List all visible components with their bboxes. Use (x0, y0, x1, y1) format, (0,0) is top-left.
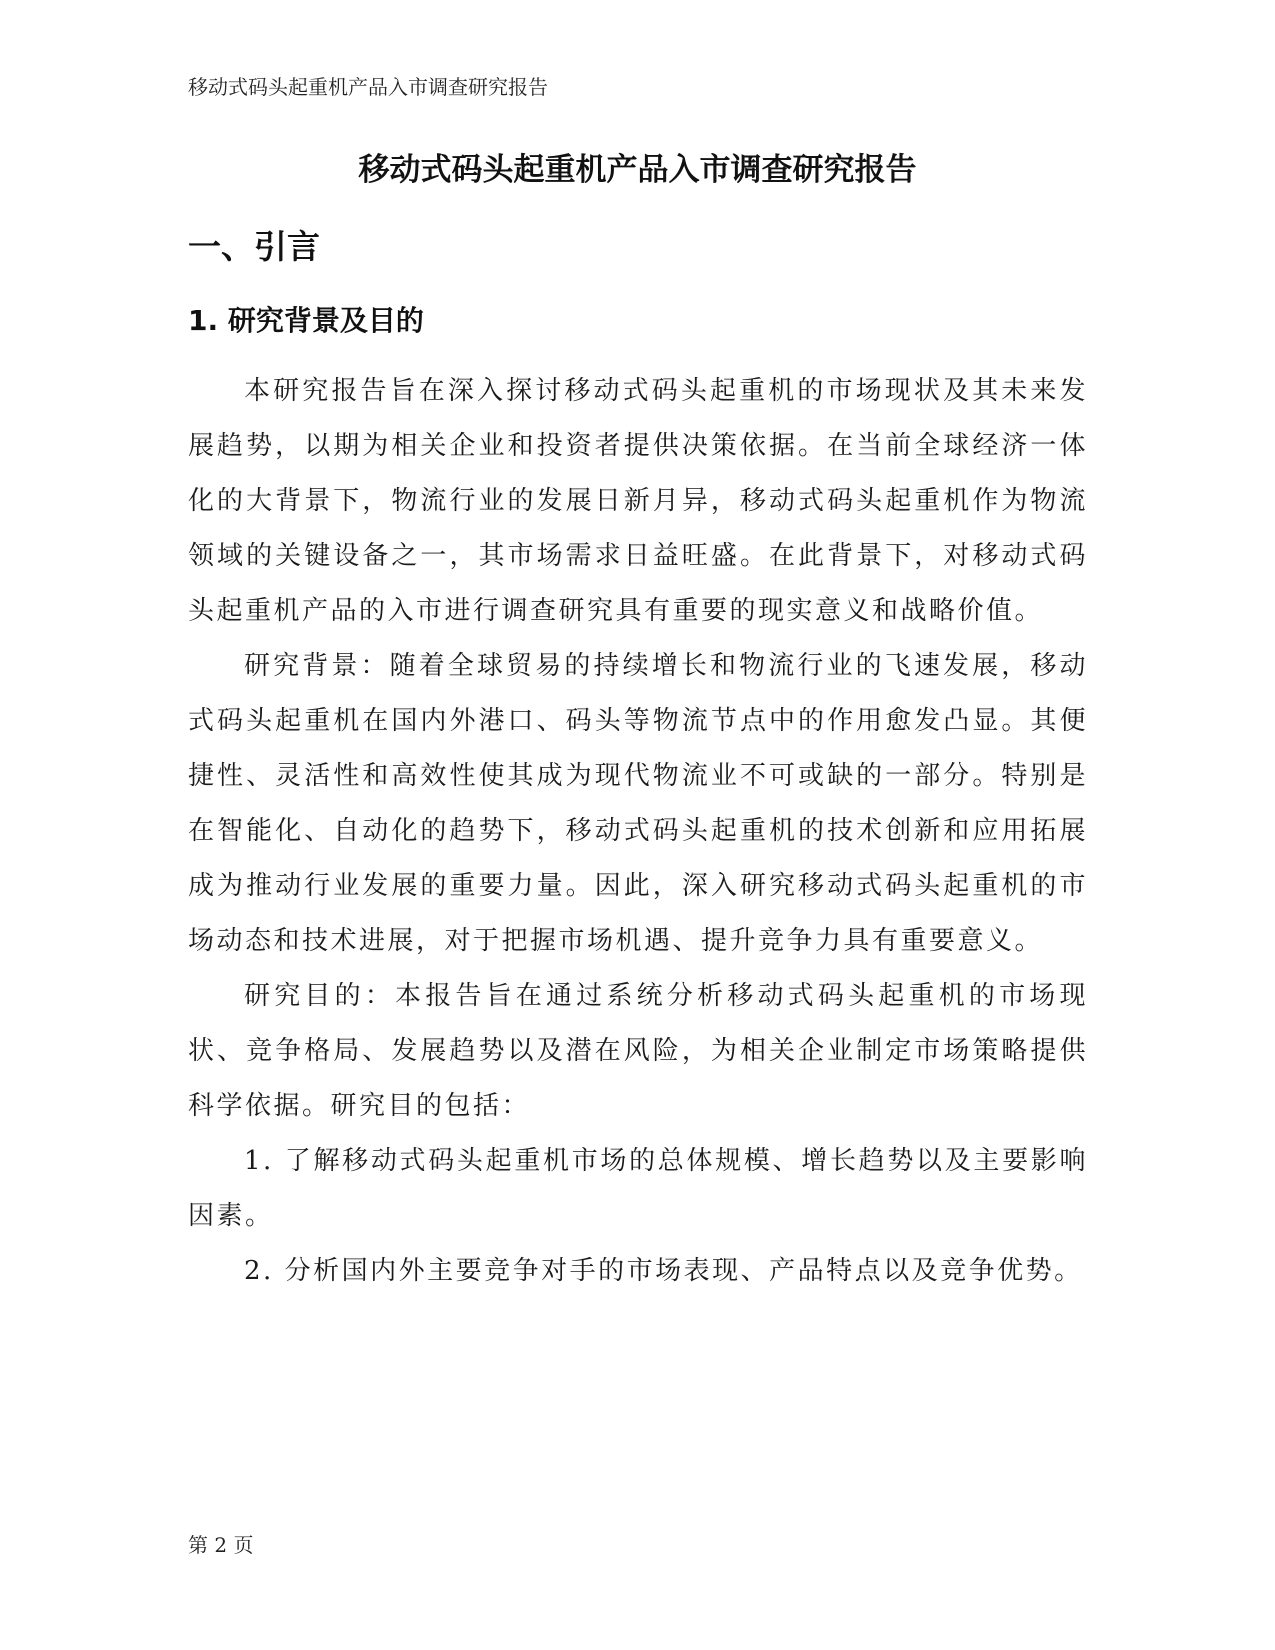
subsection-heading: 1. 研究背景及目的 (188, 304, 424, 337)
running-header: 移动式码头起重机产品入市调查研究报告 (188, 75, 548, 99)
paragraph-background: 研究背景：随着全球贸易的持续增长和物流行业的飞速发展，移动式码头起重机在国内外港口、码头等物流节点中的作用愈发凸显。其便捷性、灵活性和高效性使其成为现代物流业不可或缺的一部分。特别是在智能化、自动化的趋势下，移动式码头起重机的技术创新和应用拓展成为推动行业发展的重要力量。因此，深入研究移动式码头起重机的市场动态和技术进展，对于把握市场机遇、提升竞争力具有重要意义。 (188, 651, 1088, 956)
list-item-1: 1. 了解移动式码头起重机市场的总体规模、增长趋势以及主要影响因素。 (188, 1146, 1088, 1231)
body-text (188, 364, 1088, 1299)
list-item-2: 2. 分析国内外主要竞争对手的市场表现、产品特点以及竞争优势。 (244, 1256, 1083, 1286)
document-title: 移动式码头起重机产品入市调查研究报告 (358, 152, 917, 188)
page-number: 第 2 页 (188, 1533, 254, 1557)
section-heading: 一、引言 (188, 227, 320, 266)
paragraph-intro: 本研究报告旨在深入探讨移动式码头起重机的市场现状及其未来发展趋势，以期为相关企业和投资者提供决策依据。在当前全球经济一体化的大背景下，物流行业的发展日新月异，移动式码头起重机作为物流领域的关键设备之一，其市场需求日益旺盛。在此背景下，对移动式码头起重机产品的入市进行调查研究具有重要的现实意义和战略价值。 (188, 376, 1088, 626)
paragraph-purpose: 研究目的：本报告旨在通过系统分析移动式码头起重机的市场现状、竞争格局、发展趋势以及潜在风险，为相关企业制定市场策略提供科学依据。研究目的包括： (188, 981, 1088, 1121)
